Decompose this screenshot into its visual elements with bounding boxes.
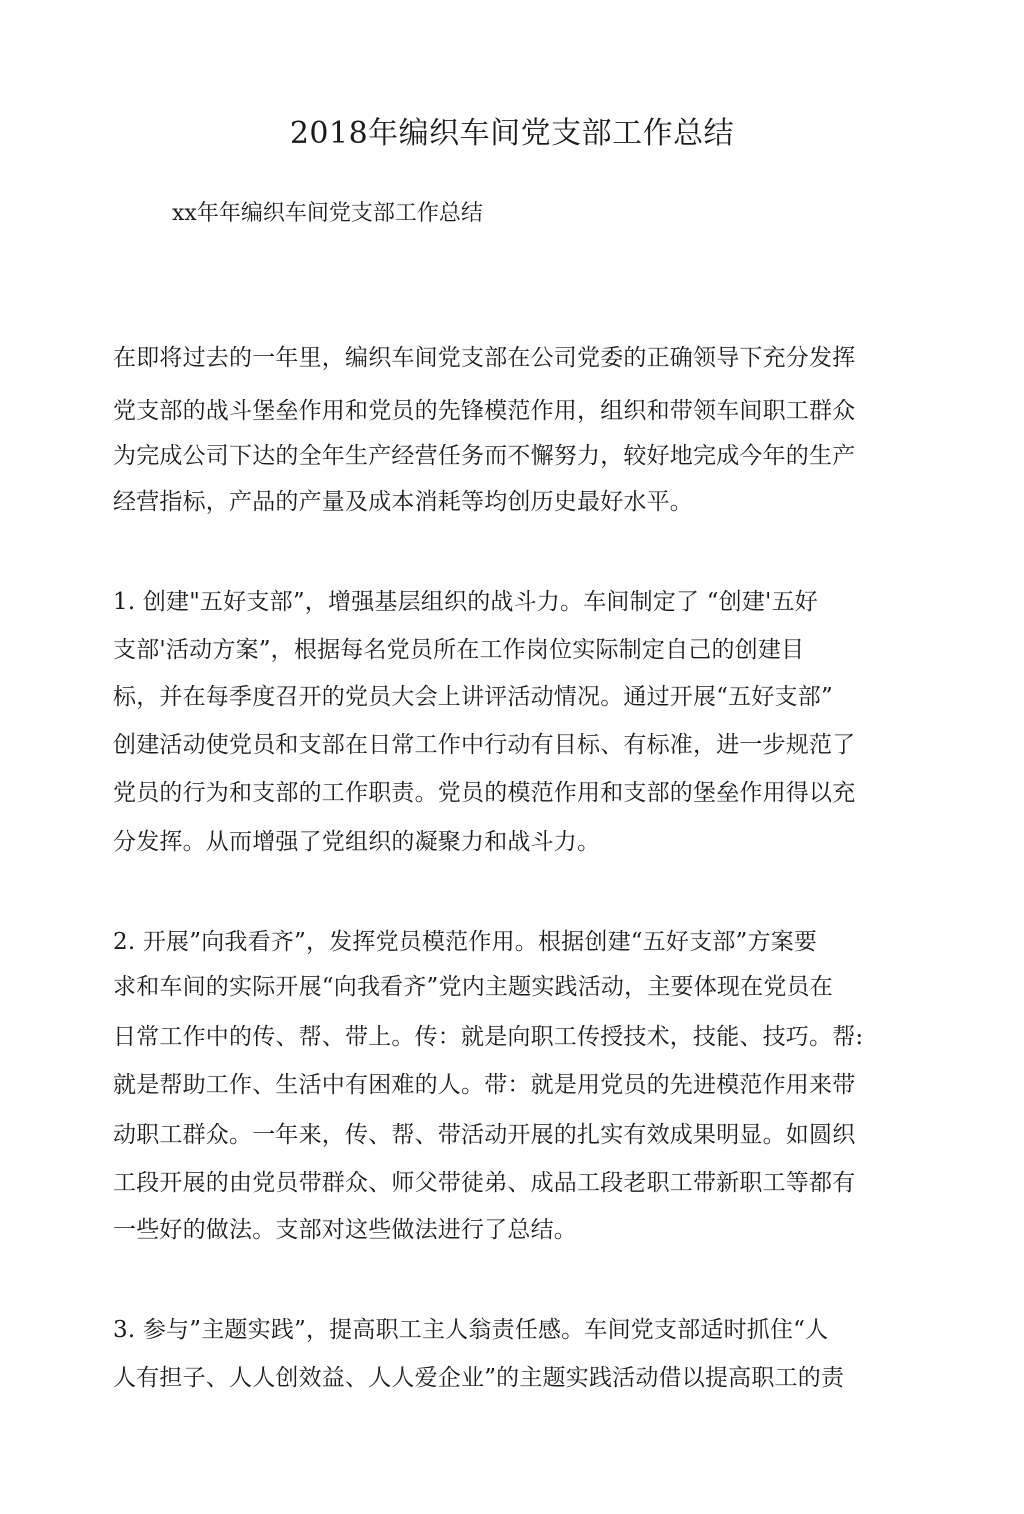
- paragraph-line: 为完成公司下达的全年生产经营任务而不懈努力，较好地完成今年的生产: [113, 443, 856, 469]
- paragraph-line: 就是帮助工作、生活中有困难的人。带：就是用党员的先进模范作用来带: [113, 1072, 856, 1098]
- paragraph-line: 工段开展的由党员带群众、师父带徒弟、成品工段老职工带新职工等都有: [113, 1170, 856, 1196]
- document-subtitle: xx年年编织车间党支部工作总结: [172, 201, 483, 226]
- paragraph-line: 分发挥。从而增强了党组织的凝聚力和战斗力。: [113, 829, 601, 855]
- paragraph-line: 在即将过去的一年里，编织车间党支部在公司党委的正确领导下充分发挥: [113, 345, 856, 371]
- paragraph-line: 党员的行为和支部的工作职责。党员的模范作用和支部的堡垒作用得以充: [113, 780, 856, 806]
- paragraph-line: 1. 创建"五好支部”，增强基层组织的战斗力。车间制定了 “创建'五好: [113, 589, 818, 615]
- paragraph-line: 人有担子、人人创效益、人人爱企业”的主题实践活动借以提高职工的责: [113, 1365, 845, 1391]
- paragraph-line: 标，并在每季度召开的党员大会上讲评活动情况。通过开展“五好支部”: [113, 684, 833, 710]
- paragraph-line: 一些好的做法。支部对这些做法进行了总结。: [113, 1217, 577, 1243]
- paragraph-line: 支部'活动方案”，根据每名党员所在工作岗位实际制定自己的创建目: [113, 637, 805, 663]
- paragraph-line: 动职工群众。一年来，传、帮、带活动开展的扎实有效成果明显。如圆织: [113, 1122, 856, 1148]
- paragraph-line: 3. 参与”主题实践”，提高职工主人翁责任感。车间党支部适时抓住“人: [113, 1317, 829, 1343]
- paragraph-line: 日常工作中的传、帮、带上。传：就是向职工传授技术，技能、技巧。帮:: [113, 1024, 864, 1050]
- document-title: 2018年编织车间党支部工作总结: [289, 116, 735, 151]
- paragraph-line: 党支部的战斗堡垒作用和党员的先锋模范作用，组织和带领车间职工群众: [113, 398, 856, 424]
- paragraph-line: 求和车间的实际开展“向我看齐”党内主题实践活动，主要体现在党员在: [113, 974, 833, 1000]
- paragraph-line: 创建活动使党员和支部在日常工作中行动有目标、有标准，进一步规范了: [113, 732, 856, 758]
- paragraph-line: 经营指标，产品的产量及成本消耗等均创历史最好水平。: [113, 489, 693, 515]
- paragraph-line: 2. 开展”向我看齐”，发挥党员模范作用。根据创建“五好支部”方案要: [113, 929, 818, 955]
